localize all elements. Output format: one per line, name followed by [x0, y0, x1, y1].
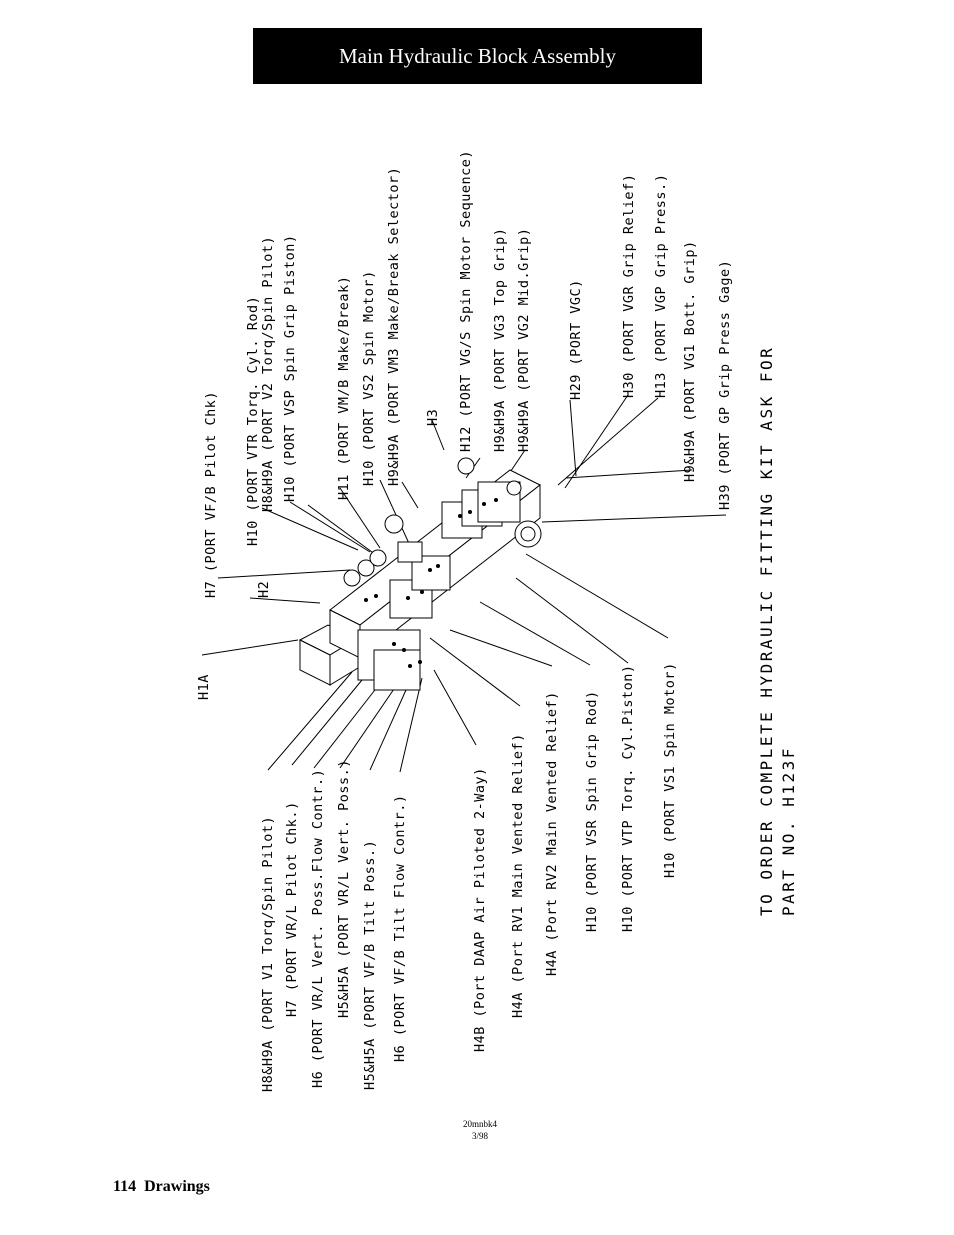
callout-label: H13 (PORT VGP Grip Press.): [653, 173, 669, 398]
callout-label: H10 (PORT VSR Spin Grip Rod): [584, 690, 600, 932]
order-note-line2: PART NO. H123F: [779, 746, 798, 916]
page-title-bar: [253, 28, 702, 84]
callout-label: H3: [425, 408, 441, 426]
callout-label: H8&H9A (PORT V1 Torq/Spin Pilot): [260, 815, 276, 1092]
callout-label: H4A (Port RV1 Main Vented Relief): [510, 733, 526, 1018]
top-callouts: [196, 150, 733, 700]
callout-label: H9&H9A (PORT VG3 Top Grip): [492, 227, 508, 452]
drawing-canvas: [180, 110, 820, 1130]
callout-label: H9&H9A (PORT VG2 Mid.Grip): [516, 227, 532, 452]
callout-label: H29 (PORT VGC): [568, 279, 584, 400]
callout-label: H6 (PORT VR/L Vert. Poss.Flow Contr.): [310, 768, 326, 1088]
hydraulic-block-drawing: [180, 110, 820, 1130]
callout-label: H5&H5A (PORT VR/L Vert. Poss.): [336, 759, 352, 1018]
page-footer: [113, 1178, 210, 1196]
callout-label: H1A: [196, 674, 212, 700]
callout-label: H9&H9A (PORT VM3 Make/Break Selector): [386, 166, 402, 486]
callout-label: H10 (PORT VS2 Spin Motor): [361, 270, 377, 486]
callout-label: H6 (PORT VF/B Tilt Flow Contr.): [392, 794, 408, 1062]
callout-label: H5&H5A (PORT VF/B Tilt Poss.): [362, 839, 378, 1090]
callout-label: H7 (PORT VF/B Pilot Chk): [203, 390, 219, 598]
section-name: Drawings: [144, 1178, 210, 1195]
callout-label: H10 (PORT VSP Spin Grip Piston): [282, 234, 298, 502]
drawing-code: [440, 1118, 520, 1142]
callout-label: H10 (PORT VTR Torq. Cyl. Rod): [245, 295, 261, 546]
callout-label: H9&H9A (PORT VG1 Bott. Grip): [682, 240, 698, 482]
drawing-id: 20mnbk4: [462, 1119, 497, 1129]
bottom-callouts: [260, 662, 678, 1092]
callout-label: H8&H9A (PORT V2 Torq/Spin Pilot): [260, 235, 276, 512]
callout-label: H12 (PORT VG/S Spin Motor Sequence): [458, 150, 474, 452]
order-note: [757, 346, 798, 916]
order-note-line1: TO ORDER COMPLETE HYDRAULIC FITTING KIT ASK FOR: [757, 345, 776, 916]
callout-label: H10 (PORT VS1 Spin Motor): [662, 662, 678, 878]
callout-label: H2: [256, 580, 272, 598]
page-number: 114: [113, 1178, 137, 1195]
callout-label: H4B (Port DAAP Air Piloted 2-Way): [472, 767, 488, 1052]
callout-label: H11 (PORT VM/B Make/Break): [336, 275, 352, 500]
callout-label: H30 (PORT VGR Grip Relief): [621, 173, 637, 398]
callout-label: H4A (Port RV2 Main Vented Relief): [544, 691, 560, 976]
callout-label: H7 (PORT VR/L Pilot Chk.): [284, 801, 300, 1017]
drawing-date: 3/98: [471, 1131, 488, 1141]
callout-label: H39 (PORT GP Grip Press Gage): [717, 259, 733, 510]
callout-label: H10 (PORT VTP Torq. Cyl.Piston): [620, 664, 636, 932]
page-title: Main Hydraulic Block Assembly: [338, 43, 617, 68]
